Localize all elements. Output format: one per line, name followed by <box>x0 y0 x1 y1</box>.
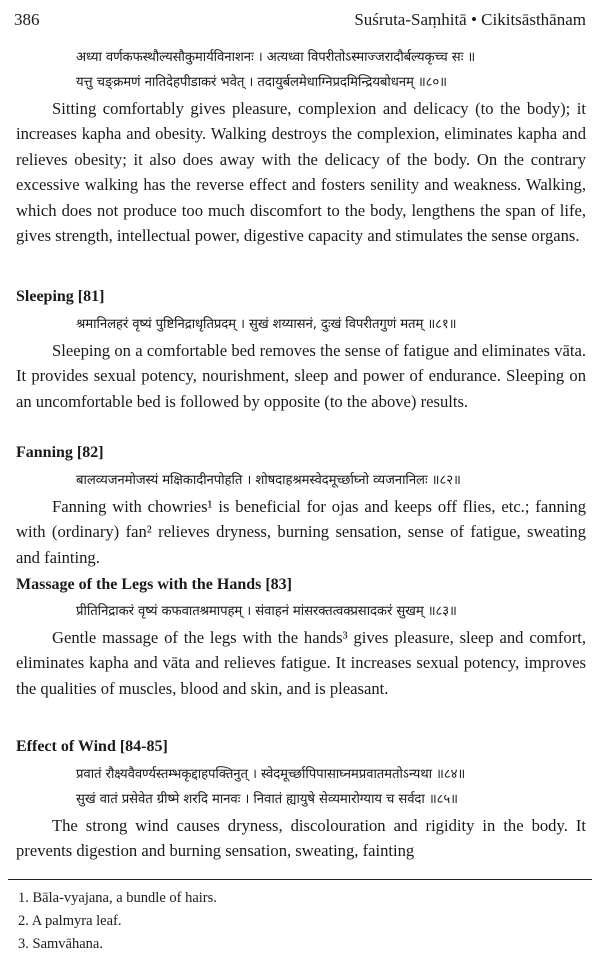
footnote-rule <box>8 879 592 880</box>
section-heading: Fanning [82] <box>16 444 104 461</box>
sanskrit-verse: बालव्यजनमोजस्यं मक्षिकादीनपोहति । शोषदाहश्रमस्वेदमूर्च्छाघ्नो व्यजनानिलः ॥८२॥ <box>76 473 461 488</box>
page-header <box>14 10 586 36</box>
sanskrit-verse: श्रमानिलहरं वृष्यं पुष्टिनिद्राधृतिप्रदम् । सुखं शय्यासनं, दुःखं विपरीतगुणं मतम् ॥८१॥ <box>76 317 457 332</box>
sanskrit-verse: प्रवातं रौक्ष्यवैवर्ण्यस्तम्भकृद्दाहपक्तिनुत् । स्वेदमूर्च्छापिपासाघ्नमप्रवातमतोऽन्यथा ॥८४॥ <box>76 767 466 782</box>
footnote: 1. Bāla-vyajana, a bundle of hairs. <box>18 890 217 906</box>
sanskrit-verse: अध्या वर्णकफस्थौल्यसौकुमार्यविनाशनः । अत्यध्वा विपरीतोऽस्माज्जरादौर्बल्यकृच्च सः ॥ <box>76 50 476 65</box>
sanskrit-verse: प्रीतिनिद्राकरं वृष्यं कफवातश्रमापहम् । संवाहनं मांसरक्तत्वक्प्रसादकरं सुखम् ॥८३॥ <box>76 604 457 619</box>
footnote: 2. A palmyra leaf. <box>18 913 122 929</box>
section-heading: Effect of Wind [84-85] <box>16 738 168 755</box>
page-number: 386 <box>14 10 40 29</box>
running-title: Suśruta-Saṃhitā • Cikitsāsthānam <box>354 10 586 29</box>
translation-paragraph: Sitting comfortably gives pleasure, complexion and delicacy (to the body); it increases kapha and obesity. Walking destroys the complexion, eliminates kapha and relieves obesity; it also does away with the delicacy of the body. On the contrary excessive walking has the reverse effect and fosters senility and weakness. Walking, which does not produce too much discomfort to the body, lengthens the span of life, gives strength, intellectual power, digestive capacity and stimulates the sense organs. <box>16 99 586 246</box>
translation-paragraph: Fanning with chowries¹ is beneficial for ojas and keeps off flies, etc.; fanning with (ordinary) fan² relieves dryness, burning sensation, sense of fatigue, sweating and fainting. <box>16 497 586 567</box>
footnote: 3. Samvāhana. <box>18 936 103 952</box>
section-heading: Sleeping [81] <box>16 288 105 305</box>
translation-paragraph: Sleeping on a comfortable bed removes the sense of fatigue and eliminates vāta. It provides sexual potency, nourishment, sleep and power of endurance. Sleeping on an uncomfortable bed is followed by opposite (to the above) results. <box>16 341 586 411</box>
translation-paragraph: Gentle massage of the legs with the hands³ gives pleasure, sleep and comfort, eliminates kapha and vāta and relieves fatigue. It increases sexual potency, improves the qualities of muscles, blood and skin, and is pleasant. <box>16 628 586 698</box>
sanskrit-verse: सुखं वातं प्रसेवेत ग्रीष्मे शरदि मानवः । निवातं ह्यायुषे सेव्यमारोग्याय च सर्वदा ॥८५॥ <box>76 792 458 807</box>
section-heading: Massage of the Legs with the Hands [83] <box>16 576 292 593</box>
sanskrit-verse: यत्तु चङ्क्रमणं नातिदेहपीडाकरं भवेत् । तदायुर्बलमेधाग्निप्रदमिन्द्रियबोधनम् ॥८०॥ <box>76 75 447 90</box>
translation-paragraph: The strong wind causes dryness, discolouration and rigidity in the body. It prevents digestion and burning sensation, sweating, fainting <box>16 816 586 861</box>
